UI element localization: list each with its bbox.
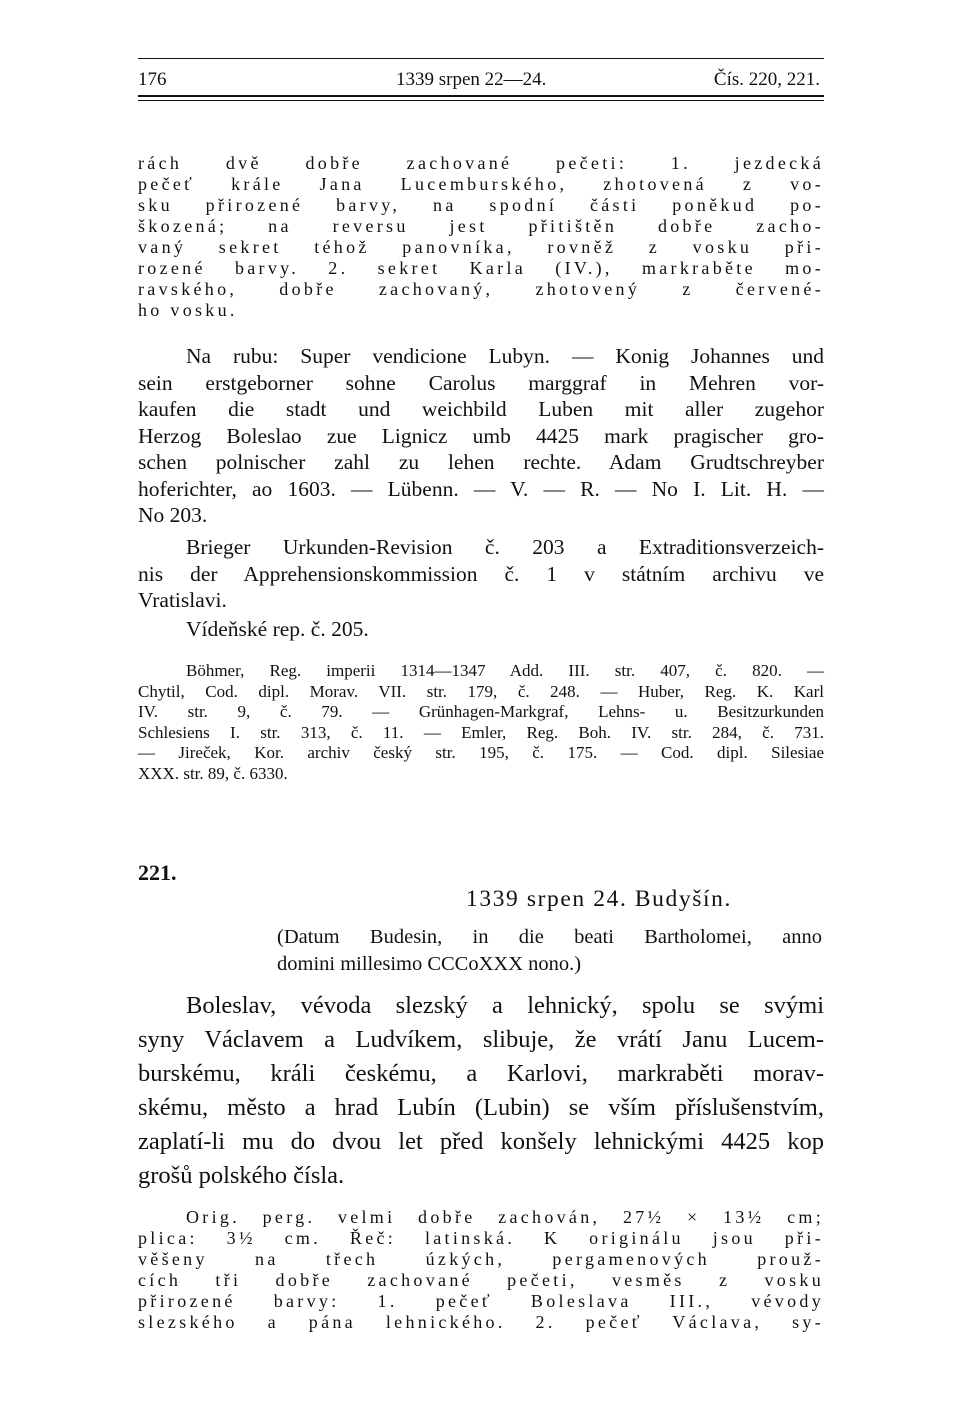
text-line: přirozené barvy: 1. pečeť Boleslava III., vévody [138, 1291, 824, 1311]
text-line: schen polnischer zahl zu lehen rechte. Adam Grudtschreyber [138, 450, 824, 474]
text-line: No 203. [138, 503, 208, 527]
text-line: Brieger Urkunden-Revision č. 203 a Extraditionsverzeich- [186, 535, 824, 559]
text-line: sku přirozené barvy, na spodní části poněkud po- [138, 195, 824, 215]
original-description [138, 1207, 824, 1333]
text-line: (Datum Budesin, in die beati Bartholomei, anno [277, 926, 822, 948]
text-line: skému, město a hrad Lubín (Lubin) se vším příslušenstvím, [138, 1094, 824, 1121]
header-doc-ref: Čís. 220, 221. [713, 69, 820, 90]
dorsal-note [138, 343, 824, 529]
text-line: škozená; na reversu jest přitištěn dobře zacho- [138, 216, 824, 236]
datum-clause [277, 924, 822, 978]
seal-description [138, 153, 824, 321]
text-line: IV. str. 9, č. 79. — Grünhagen-Markgraf, Lehns- u. Besitzurkunden [138, 702, 824, 721]
text-line: Orig. perg. velmi dobře zachován, 27½ × 13½ cm; [186, 1207, 824, 1227]
text-line: rách dvě dobře zachované pečeti: 1. jezdecká [138, 153, 824, 173]
text-line: cích tři dobře zachované pečeti, vesměs z vosku [138, 1270, 824, 1290]
text-line: věšeny na třech úzkých, pergamenových prouž- [138, 1249, 824, 1269]
text-line: hoferichter, ao 1603. — Lübenn. — V. — R. — No I. Lit. H. — [138, 476, 824, 501]
text-line: — Jireček, Kor. archiv český str. 195, č. 175. — Cod. dipl. Silesiae [138, 743, 824, 762]
vienna-reference [138, 616, 824, 643]
text-line: domini millesimo CCCoXXX nono.) [277, 953, 582, 975]
text-line: pečeť krále Jana Lucemburského, zhotovená z vo- [138, 174, 824, 194]
text-line: XXX. str. 89, č. 6330. [138, 763, 288, 783]
top-rule [138, 58, 824, 59]
text-line: kaufen die stadt und weichbild Luben mit aller zugehor [138, 397, 824, 421]
header-rule [138, 95, 824, 97]
page-number: 176 [138, 69, 167, 90]
text-line: Schlesiens I. str. 313, č. 11. — Emler, Reg. Boh. IV. str. 284, č. 731. [138, 722, 824, 742]
text-line: ravského, dobře zachovaný, zhotovený z červené- [138, 279, 824, 299]
text-line: vaný sekret téhož panovníka, rovněž z vosku při- [138, 237, 824, 257]
regest [138, 989, 824, 1193]
text-line: zaplatí-li mu do dvou let před konšely lehnickými 4425 kop [138, 1128, 824, 1155]
document-dateline: 1339 srpen 24. Budyšín. [466, 886, 732, 912]
archive-reference [138, 534, 824, 614]
text-line: Böhmer, Reg. imperii 1314—1347 Add. III. str. 407, č. 820. — [186, 661, 824, 680]
text-line: Vídeňské rep. č. 205. [186, 617, 369, 641]
text-line: sein erstgeborner sohne Carolus marggraf in Mehren vor- [138, 370, 824, 395]
text-line: rozené barvy. 2. sekret Karla (IV.), markraběte mo- [138, 258, 824, 278]
header-date: 1339 srpen 22—24. [396, 69, 547, 90]
running-header [138, 68, 824, 92]
text-line: ho vosku. [138, 300, 238, 320]
text-line: Boleslav, vévoda slezský a lehnický, spolu se svými [186, 992, 824, 1019]
text-line: Na rubu: Super vendicione Lubyn. — Konig Johannes und [186, 344, 824, 368]
text-line: Chytil, Cod. dipl. Morav. VII. str. 179, č. 248. — Huber, Reg. K. Karl [138, 681, 824, 701]
text-line: slezského a pána lehnického. 2. pečeť Václava, sy- [138, 1312, 824, 1332]
text-line: grošů polského čísla. [138, 1162, 345, 1189]
document-number: 221. [138, 860, 177, 885]
text-line: Herzog Boleslao zue Lignicz umb 4425 mark pragischer gro- [138, 423, 824, 448]
text-line: syny Václavem a Ludvíkem, slibuje, že vrátí Janu Lucem- [138, 1026, 824, 1053]
bibliography [138, 661, 824, 784]
text-line: nis der Apprehensionskommission č. 1 v státním archivu ve [138, 561, 824, 586]
header-rule-thin [138, 100, 824, 101]
text-line: burskému, králi českému, a Karlovi, markraběti morav- [138, 1060, 824, 1087]
text-line: plica: 3½ cm. Řeč: latinská. K originálu jsou při- [138, 1228, 824, 1248]
text-line: Vratislavi. [138, 588, 227, 612]
